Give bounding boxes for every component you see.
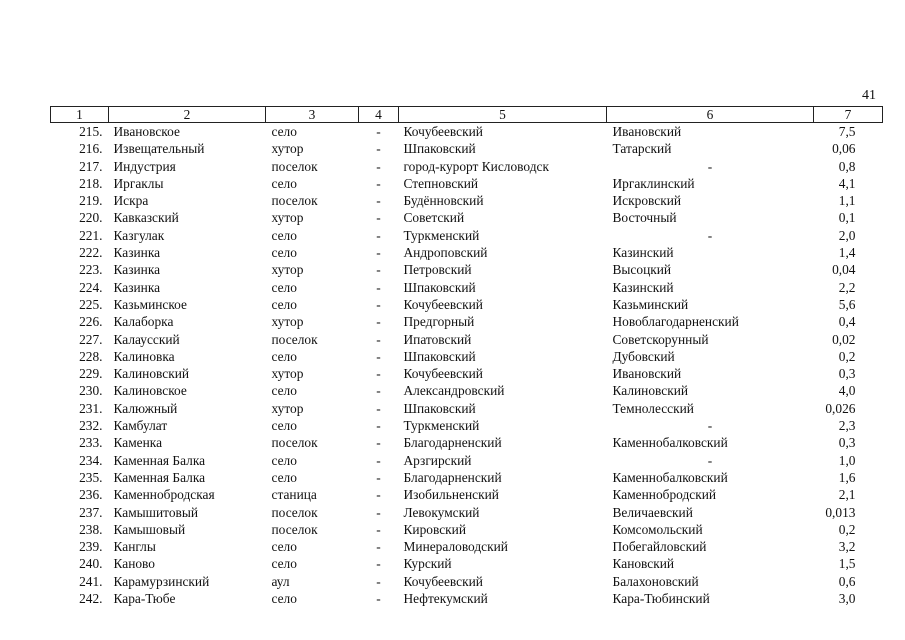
row-number: 223.: [79, 262, 103, 278]
table-row: [51, 123, 883, 141]
column-4-value: -: [376, 591, 381, 607]
row-number: 225.: [79, 296, 103, 312]
district-name: город-курорт Кисловодск: [403, 158, 549, 174]
settlement-name: Калаусский: [113, 331, 180, 347]
settlement-name: Калиновское: [113, 383, 187, 399]
row-number: 236.: [79, 487, 103, 503]
table-body: [51, 123, 883, 608]
council-name: -: [707, 418, 713, 434]
settlement-name: Калиновка: [113, 348, 175, 364]
settlement-name: Кавказский: [113, 210, 179, 226]
council-name: Казьминский: [612, 296, 689, 312]
value-cell: 0,3: [838, 366, 856, 382]
settlement-type: село: [271, 418, 297, 434]
district-name: Изобильненский: [403, 487, 499, 503]
row-number: 240.: [79, 556, 103, 572]
column-4-value: -: [376, 366, 381, 382]
district-name: Предгорный: [403, 314, 475, 330]
column-4-value: -: [376, 175, 381, 191]
table-row: [51, 521, 883, 538]
row-number: 241.: [79, 573, 103, 589]
settlement-name: Камышитовый: [113, 504, 199, 520]
council-name: Каменнобалковский: [612, 435, 728, 451]
row-number: 233.: [79, 435, 103, 451]
column-4-value: -: [376, 262, 381, 278]
settlement-name: Казинка: [113, 279, 161, 295]
settlements-table: [50, 106, 883, 607]
settlement-name: Каменнобродская: [113, 487, 215, 503]
table-row: [51, 434, 883, 451]
row-number: 222.: [79, 245, 103, 261]
district-name: Левокумский: [403, 504, 480, 520]
row-number: 231.: [79, 400, 103, 416]
settlement-type: хутор: [271, 314, 304, 330]
settlement-type: хутор: [271, 366, 304, 382]
value-cell: 7,5: [838, 124, 856, 139]
column-header-1: 1: [51, 107, 109, 123]
district-name: Шпаковский: [403, 400, 476, 416]
settlement-type: поселок: [271, 158, 318, 174]
table-row: [51, 209, 883, 226]
row-number: 238.: [79, 521, 103, 537]
table-row: [51, 192, 883, 209]
council-name: -: [707, 452, 713, 468]
district-name: Александровский: [403, 383, 505, 399]
settlement-type: село: [271, 227, 297, 243]
council-name: Каменнобродский: [612, 487, 717, 503]
settlement-type: село: [271, 591, 297, 607]
column-4-value: -: [376, 400, 381, 416]
row-number: 224.: [79, 279, 103, 295]
settlement-type: село: [271, 124, 297, 139]
settlement-name: Канглы: [113, 539, 156, 555]
table-row: [51, 400, 883, 417]
column-4-value: -: [376, 435, 381, 451]
column-4-value: -: [376, 158, 381, 174]
table-row: [51, 140, 883, 157]
column-4-value: -: [376, 141, 381, 157]
value-cell: 1,4: [838, 245, 856, 261]
table-row: [51, 486, 883, 503]
column-4-value: -: [376, 573, 381, 589]
column-4-value: -: [376, 227, 381, 243]
council-name: Искровский: [612, 193, 682, 209]
row-number: 235.: [79, 469, 103, 485]
district-name: Шпаковский: [403, 141, 476, 157]
table-row: [51, 244, 883, 261]
column-4-value: -: [376, 348, 381, 364]
row-number: 229.: [79, 366, 103, 382]
row-number: 215.: [79, 124, 103, 139]
settlement-name: Каменная Балка: [113, 452, 206, 468]
value-cell: 0,3: [838, 435, 856, 451]
column-4-value: -: [376, 469, 381, 485]
table-row: [51, 469, 883, 486]
settlement-name: Каново: [113, 556, 155, 572]
table-row: [51, 590, 883, 607]
value-cell: 4,0: [838, 383, 856, 399]
value-cell: 1,0: [838, 452, 856, 468]
value-cell: 0,02: [832, 331, 856, 347]
council-name: Темнолесский: [612, 400, 694, 416]
table-row: [51, 538, 883, 555]
column-header-4: 4: [359, 107, 399, 123]
settlement-type: село: [271, 539, 297, 555]
settlement-name: Карамурзинский: [113, 573, 210, 589]
column-4-value: -: [376, 124, 381, 139]
district-name: Будённовский: [403, 193, 484, 209]
value-cell: 1,5: [838, 556, 856, 572]
settlement-name: Кара-Тюбе: [113, 591, 176, 607]
value-cell: 0,8: [838, 158, 856, 174]
value-cell: 0,013: [825, 504, 856, 520]
table-row: [51, 452, 883, 469]
council-name: Кара-Тюбинский: [612, 591, 710, 607]
column-4-value: -: [376, 314, 381, 330]
value-cell: 3,2: [838, 539, 856, 555]
table-row: [51, 573, 883, 590]
settlement-type: хутор: [271, 141, 304, 157]
column-4-value: -: [376, 418, 381, 434]
value-cell: 1,6: [838, 469, 856, 485]
settlement-type: поселок: [271, 435, 318, 451]
row-number: 234.: [79, 452, 103, 468]
district-name: Благодарненский: [403, 435, 502, 451]
settlement-type: аул: [271, 573, 290, 589]
value-cell: 2,0: [838, 227, 856, 243]
settlement-name: Искра: [113, 193, 149, 209]
table-row: [51, 504, 883, 521]
settlement-type: село: [271, 469, 297, 485]
district-name: Степновский: [403, 175, 479, 191]
district-name: Советский: [403, 210, 465, 226]
district-name: Кочубеевский: [403, 573, 483, 589]
council-name: -: [707, 158, 713, 174]
column-4-value: -: [376, 383, 381, 399]
council-name: -: [707, 227, 713, 243]
settlement-type: село: [271, 279, 297, 295]
column-4-value: -: [376, 279, 381, 295]
council-name: Побегайловский: [612, 539, 707, 555]
column-header-2: 2: [109, 107, 266, 123]
value-cell: 0,026: [825, 400, 856, 416]
value-cell: 0,1: [838, 210, 856, 226]
table-row: [51, 365, 883, 382]
row-number: 221.: [79, 227, 103, 243]
district-name: Кировский: [403, 521, 467, 537]
table-row: [51, 382, 883, 399]
council-name: Казинский: [612, 279, 674, 295]
settlement-type: поселок: [271, 504, 318, 520]
value-cell: 0,2: [838, 348, 856, 364]
table-row: [51, 348, 883, 365]
column-4-value: -: [376, 296, 381, 312]
settlement-type: село: [271, 383, 297, 399]
table-header: [51, 107, 883, 123]
district-name: Петровский: [403, 262, 472, 278]
settlement-type: поселок: [271, 521, 318, 537]
settlement-name: Иргаклы: [113, 175, 164, 191]
settlement-type: хутор: [271, 400, 304, 416]
council-name: Новоблагодарненский: [612, 314, 739, 330]
row-number: 232.: [79, 418, 103, 434]
row-number: 218.: [79, 175, 103, 191]
settlement-type: село: [271, 556, 297, 572]
settlement-type: поселок: [271, 193, 318, 209]
value-cell: 2,1: [838, 487, 856, 503]
column-header-6: 6: [607, 107, 814, 123]
table-row: [51, 296, 883, 313]
district-name: Туркменский: [403, 227, 480, 243]
value-cell: 0,4: [838, 314, 856, 330]
table-row: [51, 279, 883, 296]
column-4-value: -: [376, 504, 381, 520]
settlement-name: Ивановское: [113, 124, 180, 139]
row-number: 242.: [79, 591, 103, 607]
district-name: Кочубеевский: [403, 124, 483, 139]
district-name: Андроповский: [403, 245, 488, 261]
settlement-name: Калюжный: [113, 400, 178, 416]
row-number: 226.: [79, 314, 103, 330]
settlement-type: село: [271, 296, 297, 312]
settlement-name: Казгулак: [113, 227, 165, 243]
column-4-value: -: [376, 452, 381, 468]
table-row: [51, 227, 883, 244]
settlement-name: Казьминское: [113, 296, 187, 312]
row-number: 216.: [79, 141, 103, 157]
council-name: Иргаклинский: [612, 175, 695, 191]
column-4-value: -: [376, 245, 381, 261]
council-name: Казинский: [612, 245, 674, 261]
settlement-type: поселок: [271, 331, 318, 347]
settlement-name: Калиновский: [113, 366, 190, 382]
council-name: Кановский: [612, 556, 675, 572]
column-4-value: -: [376, 487, 381, 503]
value-cell: 1,1: [838, 193, 856, 209]
council-name: Восточный: [612, 210, 677, 226]
district-name: Шпаковский: [403, 348, 476, 364]
table-row: [51, 175, 883, 192]
district-name: Благодарненский: [403, 469, 502, 485]
district-name: Ипатовский: [403, 331, 472, 347]
settlement-name: Индустрия: [113, 158, 176, 174]
settlement-name: Калаборка: [113, 314, 174, 330]
row-number: 219.: [79, 193, 103, 209]
settlement-name: Каменка: [113, 435, 163, 451]
district-name: Курский: [403, 556, 452, 572]
value-cell: 0,06: [832, 141, 856, 157]
value-cell: 0,04: [832, 262, 856, 278]
table-row: [51, 555, 883, 572]
council-name: Ивановский: [612, 366, 682, 382]
council-name: Высоцкий: [612, 262, 672, 278]
row-number: 228.: [79, 348, 103, 364]
settlement-type: село: [271, 175, 297, 191]
district-name: Арзгирский: [403, 452, 472, 468]
table-row: [51, 313, 883, 330]
table-row: [51, 331, 883, 348]
council-name: Каменнобалковский: [612, 469, 728, 485]
settlement-name: Камышовый: [113, 521, 186, 537]
header-row: [51, 107, 883, 123]
column-4-value: -: [376, 331, 381, 347]
district-name: Кочубеевский: [403, 296, 483, 312]
table-row: [51, 158, 883, 175]
settlement-name: Камбулат: [113, 418, 168, 434]
council-name: Татарский: [612, 141, 672, 157]
settlement-type: село: [271, 245, 297, 261]
council-name: Ивановский: [612, 124, 682, 139]
settlement-type: село: [271, 452, 297, 468]
council-name: Калиновский: [612, 383, 689, 399]
settlement-name: Казинка: [113, 245, 161, 261]
column-header-5: 5: [399, 107, 607, 123]
settlement-type: хутор: [271, 210, 304, 226]
district-name: Кочубеевский: [403, 366, 483, 382]
settlement-name: Каменная Балка: [113, 469, 206, 485]
value-cell: 4,1: [838, 175, 856, 191]
page-number: 41: [862, 88, 876, 103]
column-header-3: 3: [266, 107, 359, 123]
row-number: 220.: [79, 210, 103, 226]
column-4-value: -: [376, 556, 381, 572]
settlement-type: село: [271, 348, 297, 364]
council-name: Величаевский: [612, 504, 693, 520]
column-4-value: -: [376, 521, 381, 537]
table-row: [51, 417, 883, 434]
row-number: 237.: [79, 504, 103, 520]
value-cell: 2,2: [838, 279, 856, 295]
value-cell: 2,3: [838, 418, 856, 434]
district-name: Минераловодский: [403, 539, 508, 555]
value-cell: 0,2: [838, 521, 856, 537]
settlement-type: хутор: [271, 262, 304, 278]
council-name: Балахоновский: [612, 573, 699, 589]
district-name: Нефтекумский: [403, 591, 488, 607]
settlement-name: Казинка: [113, 262, 161, 278]
settlement-name: Извещательный: [113, 141, 205, 157]
column-4-value: -: [376, 193, 381, 209]
council-name: Советскорунный: [612, 331, 709, 347]
council-name: Дубовский: [612, 348, 675, 364]
row-number: 239.: [79, 539, 103, 555]
value-cell: 0,6: [838, 573, 856, 589]
column-4-value: -: [376, 539, 381, 555]
value-cell: 5,6: [838, 296, 856, 312]
column-4-value: -: [376, 210, 381, 226]
district-name: Туркменский: [403, 418, 480, 434]
settlement-type: станица: [271, 487, 317, 503]
value-cell: 3,0: [838, 591, 856, 607]
row-number: 217.: [79, 158, 103, 174]
column-header-7: 7: [814, 107, 883, 123]
council-name: Комсомольский: [612, 521, 703, 537]
row-number: 230.: [79, 383, 103, 399]
row-number: 227.: [79, 331, 103, 347]
table-row: [51, 261, 883, 278]
district-name: Шпаковский: [403, 279, 476, 295]
